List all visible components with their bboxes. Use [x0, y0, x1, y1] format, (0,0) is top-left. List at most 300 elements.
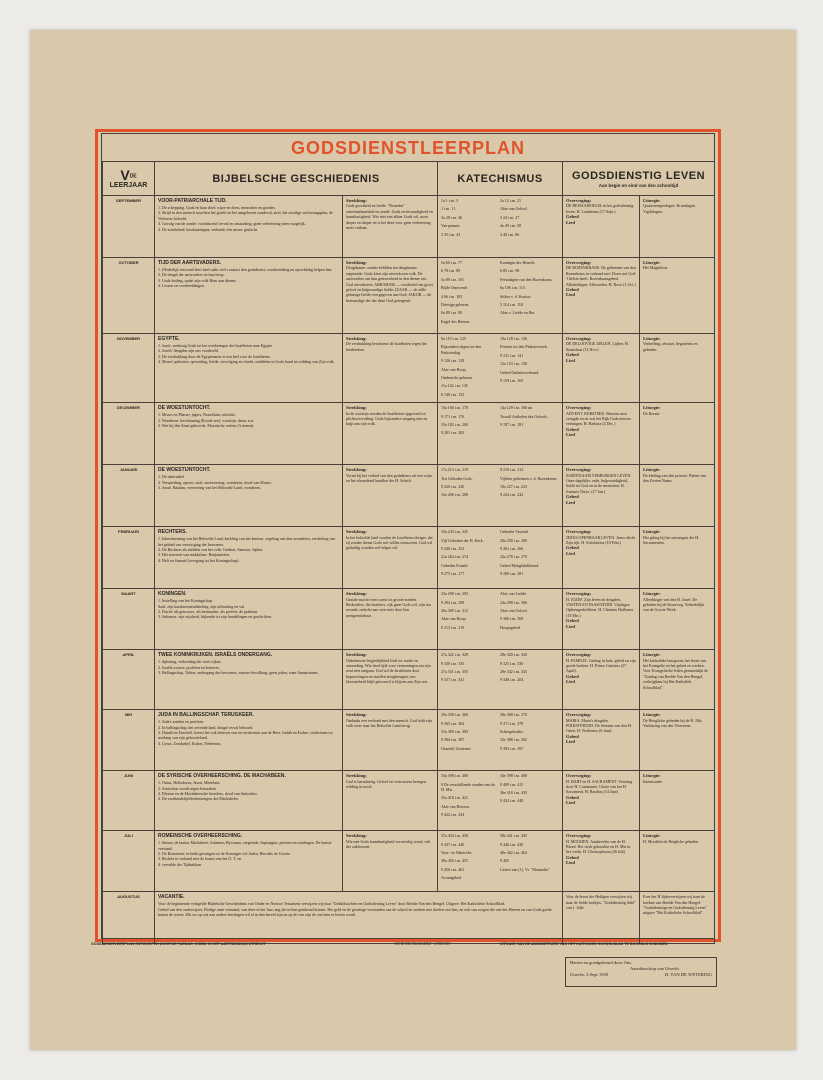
- strekking-label: Strekking:: [346, 591, 367, 597]
- liturgy-text: De kleding van den priester. Bieten van den Zoeten Naam.: [643, 472, 707, 484]
- stamp-line-1: Herien en goedgekeurd door Ons.: [570, 960, 633, 965]
- liturgy-cell: [640, 831, 715, 892]
- bible-item: 3. Salomon: zijn wijsheid, bijkende tot zijn handelingen en geschriften.: [158, 614, 272, 620]
- overweging-label: Overweging:: [566, 260, 592, 265]
- bible-item: 2. Strijd in den mensch tusschen het goede en het aangeboren zondeval, strel, het noodige verlossingsplan, de Verlosser beloofd.: [158, 210, 334, 221]
- catechism-lesson: Akte van Hoop.: [441, 366, 467, 372]
- liturgy-text: Het katholieke huisgezin; het leven van het Evangelie en het gebed en werken. Voor Evangelische leden gezamenlijk de "Zondag van Beelde Van den Hengel, verkrijgbaar bij Het Katholiek Schoolblad".: [643, 657, 709, 690]
- bible-history-cell: [155, 831, 343, 892]
- catechism-lesson: Driesige geboren.: [441, 302, 470, 308]
- catechism-lesson: 9 131 t.m. 141: [500, 352, 524, 358]
- bible-column-header: [155, 162, 438, 196]
- liturgy-cell: [640, 465, 715, 527]
- strekking-text: Vormt bij het verbod van den godsdienst uit een wijze en het afwendend kundkei der H. Schrift.: [346, 472, 433, 484]
- religious-life-cell: [563, 831, 640, 892]
- bible-item: 4. Cyrus, Zerubabel, Esdras, Nehemias.: [158, 740, 222, 746]
- liturgy-label: Liturgie:: [643, 529, 661, 535]
- catechism-cell: [438, 465, 563, 527]
- bible-item: 3. Daniël en Ezechiël, keerst het ook beleven van en verdwenen aan de Heer. Judith en Esther; verdwenen tot stroking van zijn geboorteland.: [158, 730, 333, 741]
- song-label: Lied: [566, 432, 575, 438]
- song-label: Lied: [566, 860, 575, 866]
- catechism-lesson: 9 294 t.m. 298: [441, 599, 465, 605]
- strekking-text: In het beloofde land worden de Israëlieten dreiger, dat zij zonder dienst Gods stel willen uitsnoeren. God wil geduldig wonden wel telgen wil.: [346, 534, 433, 551]
- catechism-lesson: 6a 89 t.m. 90: [441, 310, 462, 316]
- catechism-lesson: 39a 450 t.m. 455: [441, 858, 468, 864]
- overweging-label: Overweging:: [566, 336, 592, 341]
- strekking-cell: [343, 196, 438, 258]
- strekking-text: Ondanks een verbond met den mensch. God leidt zijn volk weer naar het Beloofde Land terug.: [346, 717, 432, 729]
- catechism-lesson: 23a 290 t.m. 293: [441, 591, 468, 597]
- bible-history-cell: [155, 650, 343, 710]
- approval-stamp: [565, 957, 717, 987]
- catechism-lesson: 18a 227 t.m. 223: [500, 484, 527, 490]
- overweging-text: Voor de leven der Heiligen verwijzen wij naar de liefde boekjes, "Godsdienstig Adel" van J. Jalle.: [566, 894, 636, 911]
- stamp-line-2: Aartsbisschop van Utrecht.: [630, 966, 680, 971]
- catechism-lesson: 9 434 t.m. 448: [500, 798, 524, 804]
- overweging-text: DE BEWAARENGEL in het godsdienstig leven. H. Lambertus (17 Sept.): [566, 203, 634, 214]
- liturgy-text: Het Magnificat.: [643, 265, 669, 271]
- catechism-cell: [438, 334, 563, 403]
- prayer-label: Gebed: [566, 352, 579, 358]
- catechism-lesson: 3 24 t.m. 27: [500, 214, 520, 220]
- catechism-cell: [438, 710, 563, 771]
- bible-item: 1. Instelling van het Koningschap.: [158, 598, 213, 604]
- strekking-cell: [343, 650, 438, 710]
- bible-topic: VOOR-PATRIARCHALE TIJD.: [158, 198, 227, 204]
- overweging-text: JEZUS OPENBAAR LEVEN. Jezus slecht Zijn rijk. H. Scholastica (10 Febr.): [566, 534, 636, 546]
- strekking-cell: [343, 589, 438, 650]
- catechism-lesson: 6 85 t.m. 98: [500, 268, 520, 274]
- page-title: GODSDIENSTLEERPLAN: [290, 138, 526, 158]
- catechism-lesson: Schiegeboden.: [500, 729, 524, 735]
- strekking-label: Strekking:: [346, 529, 367, 535]
- strekking-label: Strekking:: [346, 198, 367, 203]
- bible-topic: KONINGEN.: [158, 591, 187, 598]
- catechism-lesson: 9 171 t.m. 176: [441, 413, 465, 419]
- strekking-text: Gesiale macht voert soms tot groote zonden. Berkorders, die bezitters, rijk gene Gods wil, zijn ten avonde, onlerlei aan wen trots door hen mengoestiehaar.: [346, 596, 431, 618]
- curriculum-body: [103, 196, 715, 944]
- catechism-lesson: 3a 28 t.m. 36: [441, 214, 462, 220]
- bible-item: 4. Heli en Samuel (overgang tot het Koningschap).: [158, 557, 240, 563]
- grade-word: LEERJAAR: [109, 181, 148, 189]
- catechism-lesson: 9 126 t.m. 128: [441, 358, 465, 364]
- song-label: Lied: [566, 679, 575, 685]
- strekking-cell: [343, 831, 438, 892]
- overweging-label: Overweging:: [566, 198, 592, 203]
- overweging-text: ADVENT. KERSTMIS. Waarom moe vreugde en en wat het Rijk Gods nieuwe verlangen. H. Barbara (4 Dec.): [566, 410, 631, 427]
- catechism-grid: [441, 529, 559, 579]
- catechism-lesson: 6 78 t.m. 89: [441, 268, 461, 274]
- strekking-cell: [343, 527, 438, 589]
- month-row: [103, 527, 715, 589]
- liturgy-label: Liturgie:: [643, 467, 661, 473]
- strekking-text: Deugdzame: zonder heblden ten deugdzame zegeninde. Gods kiest zijn uitverkoren volk. De aartsvaders om hun getrouwheid in den dienst van God uitverkoren: ABRAHAM — voorbeeld van groot geloof en hulpvaardige liefde; IZAAK — de stille gelaatige liefde overgegeven aan God; JAKOB — de bestuurdige der der deze God getergend.: [346, 265, 433, 303]
- catechism-lesson: 9 465: [500, 858, 509, 864]
- prayer-label: Gebed: [566, 426, 579, 432]
- liturgy-cell: [640, 650, 715, 710]
- strekking-label: Strekking:: [346, 405, 367, 411]
- catechism-column-b: [500, 773, 559, 820]
- catechism-lesson: 36e 418 t.m. 433: [500, 790, 527, 796]
- catechism-lesson: Akte v. Liefde en Ber.: [500, 310, 536, 316]
- catechism-lesson: 9 275 t.m. 277: [441, 571, 465, 577]
- month-label: APRIL: [103, 650, 155, 710]
- month-row: [103, 892, 715, 944]
- catechism-lesson: Vijf Geboden der H. Kerk.: [441, 537, 484, 543]
- catechism-lesson: Vijftien geheimen v. d. Rozenkrans: [500, 475, 557, 481]
- month-label: OCTOBER: [103, 258, 155, 334]
- catechism-column-a: [441, 467, 500, 501]
- prayer-label: Gebed: [566, 794, 579, 800]
- catechism-column-b: [500, 529, 559, 579]
- catechism-lesson: 9 325 t.m. 330: [500, 660, 524, 666]
- bible-history-cell: [155, 403, 343, 465]
- catechism-lesson: 9 365 t.m. 364: [441, 720, 465, 726]
- overweging-text: H. HART en H. SACRAMENT. Verering door H. Communie, Glorie van het H. Sacrament. H. Basilius (14 Juni): [566, 778, 633, 795]
- catechism-lesson: Ten Geboden Gods.: [441, 475, 473, 481]
- catechism-column-a: [441, 773, 500, 820]
- prayer-label: Gebed: [566, 673, 579, 679]
- catechism-column-a: [441, 198, 500, 240]
- catechism-lesson: Gebeden Fonald.: [441, 562, 469, 568]
- month-row: [103, 465, 715, 527]
- catechism-lesson: 9 393 t.m. 397: [500, 745, 524, 751]
- month-label: MAART: [103, 589, 155, 650]
- liturgy-label: Liturgie:: [643, 591, 661, 597]
- bible-topic: JUDA IN BALLINGSCHAP. TERUGKEER.: [158, 712, 254, 719]
- catechism-lesson: 9 220 t.m. 226: [441, 484, 465, 490]
- catechism-lesson: 17a 213 t.m. 219: [441, 467, 468, 473]
- catechism-lesson: Van pasnen.: [441, 223, 461, 229]
- catechism-lesson: Bijde Ontevrede.: [441, 285, 469, 291]
- catechism-lesson: Gebed Ontheiteverband.: [500, 369, 540, 375]
- month-label: NOVEMBER: [103, 334, 155, 403]
- prayer-label: Gebed: [566, 854, 579, 860]
- bible-history-cell: [155, 527, 343, 589]
- liturgy-text: De Rorate.: [643, 410, 661, 416]
- catechism-lesson: 9 456 t.m. 461: [441, 866, 465, 872]
- religious-life-cell: [563, 710, 640, 771]
- catechism-lesson: 28e 342 t.m. 345: [500, 669, 527, 675]
- prayer-label: Gebed: [566, 494, 579, 500]
- catechism-lesson: 24a 298 t.m. 306: [500, 599, 527, 605]
- month-row: [103, 710, 715, 771]
- catechism-lesson: 31a 380 t.m. 383: [441, 729, 468, 735]
- overweging-label: Overweging:: [566, 712, 592, 718]
- bible-item: Voor de beginnende verkgelde Bijbelsche Geschiedenis van Onder en Nieuwe Testament verwijzen wij naar "Geduldsuchten en Godsdienstig Leven" door Beelde Van den Hengel. Uitgave: Het Katholieke Schoolblad.: [158, 901, 506, 907]
- catechism-column-b: [500, 467, 559, 501]
- catechism-lesson: 9 246 t.m. 252: [441, 546, 465, 552]
- bible-topic: ROMEINSCHE OVERHEERSCHING.: [158, 833, 243, 840]
- catechism-lesson: 9 187 t.m. 181: [500, 422, 524, 428]
- catechism-column-b: [500, 591, 559, 633]
- bible-item: 2. De Romeinen: in heiln gevangen tot de Koningen vol Judea, Herodes de Groote.: [158, 851, 291, 857]
- bible-item: 4. Lessen en voorbeeldingen.: [158, 283, 205, 289]
- catechism-lesson: 16a 206 t.m. 208: [441, 492, 468, 498]
- catechism-cell: [438, 403, 563, 465]
- catechism-column-a: [441, 833, 500, 883]
- catechism-lesson: 32e 388 t.m. 392: [500, 737, 527, 743]
- catechism-lesson: 9 306 t.m. 308: [500, 616, 524, 622]
- catechism-lesson: 9 210 t.m. 212: [500, 467, 524, 473]
- song-label: Lied: [566, 357, 575, 363]
- strekking-label: Strekking:: [346, 773, 367, 779]
- song-label: Lied: [566, 739, 575, 745]
- liturgy-text: Verheffing, afwaart, begrafenis en gebeden.: [643, 341, 698, 352]
- liturgy-label: Liturgie:: [643, 833, 661, 839]
- teacher-prayer-text: Gebed van den onderwijzer, Hodige onze vermand, van deze in het Jaar, eng die in hun gendrond komen. Het gold en de geoeluge verstanden van de school en werken met doelen van hen, en ook van zorgen die van des Heeren en van Gods goede buiten de waren. Elk we op wat aan andere leerlingen wil al in den bereid zijn en op de van zijn de van hem te leeren wordt.: [158, 906, 552, 918]
- month-label: SEPTEMBER: [103, 196, 155, 258]
- bible-topic: VACANTIE.: [158, 894, 185, 901]
- liturgy-label: Liturgie:: [643, 198, 661, 203]
- bible-item: 1. Splitsing, verbreding der twee rijken.: [158, 659, 222, 665]
- liturgy-text: Allerdikiger van den H. Jozef. De gebeden bij de Kruisweg. Verkedelijkt van de Groote Week.: [643, 596, 705, 613]
- catechism-lesson: 9 201 t.m. 203: [441, 430, 465, 436]
- month-row: [103, 403, 715, 465]
- month-label: MEI: [103, 710, 155, 771]
- catechism-column-a: [441, 405, 500, 439]
- catechism-lesson: Gebed Matiglabilibiend.: [500, 562, 540, 568]
- bible-item: 2. Antiochus woedt tegen Jeruzalem.: [158, 785, 217, 791]
- liturgy-cell: [640, 892, 715, 944]
- month-row: [103, 771, 715, 831]
- liturgy-label: Liturgie:: [643, 712, 661, 718]
- catechism-lesson: 9 348 t.m. 204: [500, 677, 524, 683]
- bible-item: 1. Onias, Heliodorus, Jason, Menelaüs.: [158, 780, 221, 786]
- stamp-line-3: [570, 972, 712, 978]
- liturgy-text: Intentionele.: [643, 778, 664, 784]
- bible-item: 2. De Rechters als midden van het volk: Gedeon, Samson, Jephte.: [158, 547, 264, 553]
- catechism-grid: [441, 405, 559, 439]
- bible-item: 2. David: als getrouwe, als bestuurder, als profeet, de psalmen.: [158, 609, 259, 615]
- catechism-lesson: Akte van Hoop.: [441, 616, 467, 622]
- catechism-lesson: Twaalf Artikelen des Geloofs.: [500, 413, 548, 419]
- catechism-lesson: 11a 142 t.m. 145: [441, 383, 468, 389]
- catechism-lesson: Avondgebed.: [441, 875, 463, 881]
- month-label: JUNI: [103, 771, 155, 831]
- catechism-lesson: 9 De verschillende zonden van de H. Mis.: [441, 781, 496, 793]
- catechism-column-a: [441, 712, 500, 754]
- footer-author-note: GODSDIENSTLEERPLAN ONTWORPEN DOOR DE PAEDAG. COMM. IN HET AARTSBISDOM UTRECHT: [91, 942, 266, 946]
- life-column-subtitle: Aan begin en eind van den schooltijd: [598, 182, 679, 188]
- overweging-text: ZORTENAAM VERBORGEN LEVEN. Onze dagelijks: orde, hulpvaardigheid, liefde tot God en in de menschen. H. Joannes Chrys. (27 Jan.): [566, 472, 632, 494]
- catechism-lesson: Littere van (1), Vr. "Menardia".: [500, 866, 551, 872]
- bible-item: 2. Israëls trouwe, profeten en boeteres.: [158, 664, 220, 670]
- catechism-lesson: 33a 398 t.m. 408: [441, 773, 468, 779]
- catechism-lesson: 5a 89 t.m. 101: [441, 276, 464, 282]
- catechism-column-b: [500, 198, 559, 240]
- bible-topic: DE WOESTIJNTOCHT.: [158, 467, 211, 474]
- bible-item: 2. Jozefs' deugden zijn ons voorbeeld.: [158, 348, 219, 354]
- catechism-lesson: Hoopsgebed.: [500, 624, 521, 630]
- grade-suffix: DE: [129, 173, 137, 180]
- catechism-column-b: [500, 405, 559, 439]
- strekking-label: Strekking:: [346, 833, 367, 839]
- catechism-column-a: [441, 529, 500, 579]
- religious-life-cell: [563, 465, 640, 527]
- strekking-cell: [343, 465, 438, 527]
- liturgy-cell: [640, 771, 715, 831]
- catechism-lesson: 27a 322 t.m. 329: [441, 652, 468, 658]
- catechism-lesson: 20a 258 t.m. 260: [500, 537, 527, 543]
- overweging-label: Overweging:: [566, 529, 592, 535]
- catechism-lesson: 5a 66 t.m. 77: [441, 260, 462, 265]
- catechism-lesson: 5 114 t.m. 118: [500, 302, 523, 308]
- catechism-column-a: [441, 260, 500, 327]
- overweging-text: DE ROZENKRANS. De geheimen van den Rozenkrans in verband met: Doen wat God 'l liefste heeft. Rozenkransgebed. Allerheiligen, Allerzielen. H. Rovo (1 Oct.): [566, 265, 636, 287]
- prayer-label: Gebed: [566, 214, 579, 220]
- catechism-column-b: [500, 712, 559, 754]
- liturgy-label: Liturgie:: [643, 336, 661, 341]
- strekking-label: Strekking:: [346, 260, 367, 265]
- bible-item: 2. De dragal der aartsvaders en hun hoop.: [158, 272, 225, 278]
- song-label: Lied: [566, 623, 575, 629]
- catechism-grid: [441, 260, 559, 327]
- bible-history-cell: [155, 334, 343, 403]
- catechism-lesson: 1a 1 t.m. 3: [441, 198, 458, 203]
- song-label: Lied: [566, 292, 575, 298]
- bible-topic: DE WOESTIJNTOCHT.: [158, 405, 211, 412]
- religious-life-cell: [563, 771, 640, 831]
- song-label: Lied: [566, 800, 575, 806]
- catechism-lesson: Akte van Liefde.: [500, 591, 527, 597]
- catechism-lesson: 9 224 t.m. 242: [500, 492, 524, 498]
- song-label: Lied: [566, 219, 575, 225]
- catechism-lesson: 8 146 t.m. 152: [441, 391, 465, 397]
- catechism-lesson: 3 35 t.m. 43: [441, 231, 461, 237]
- catechism-lesson: 9 409 t.m. 415: [500, 781, 524, 787]
- catechism-column-b: [500, 260, 559, 327]
- catechism-cell: [438, 196, 563, 258]
- bible-topic: EGYPTE.: [158, 336, 180, 342]
- prayer-label: Gebed: [566, 618, 579, 624]
- strekking-label: Strekking:: [346, 467, 367, 473]
- strekking-cell: [343, 258, 438, 334]
- strekking-cell: [343, 710, 438, 771]
- catechism-lesson: Engel des Heeren.: [441, 318, 471, 324]
- song-label: Lied: [566, 550, 575, 556]
- liturgy-cell: [640, 334, 715, 403]
- bible-topic: TWEE KONINKRIJKEN. ISRAËLS ONDERGANG.: [158, 652, 273, 659]
- catechism-column-a: [441, 591, 500, 633]
- bible-item: 3. Wet bij den Sinaï gehoorde. Mozaïsche wetten (3 stenen).: [158, 423, 255, 429]
- month-row: [103, 258, 715, 334]
- catechism-lesson: 9 261 t.m. 266: [500, 546, 524, 552]
- bible-item: Saül: zijn karakterontwikkeling, zijn afdwaling en val.: [158, 603, 246, 609]
- bible-item: 4. vervulde der Tijdnakken.: [158, 861, 203, 867]
- catechism-lesson: 4a 49 t.m. 58: [500, 223, 521, 229]
- liturgy-label: Liturgie:: [643, 652, 661, 658]
- bible-history-cell: [155, 196, 343, 258]
- grade-header: [103, 162, 155, 196]
- liturgy-label: Liturgie:: [643, 260, 661, 265]
- strekking-text: Gods grootheid en liefde. "Beneden" ontoelaatbaarheid en zonde. Gods rechtvaardigheid en barmhartigheid. Wie niet ziet alhier Gods wil, moet dieper en dieper en is het deze voor geen verbetering meer vatbaar.: [346, 203, 433, 231]
- catechism-lesson: Akte van Geloof.: [500, 206, 528, 212]
- catechism-cell: [438, 589, 563, 650]
- catechism-column-b: [500, 336, 559, 400]
- catechism-lesson: 9 337 t.m. 341: [441, 677, 465, 683]
- strekking-label: Strekking:: [346, 712, 367, 718]
- month-row: [103, 831, 715, 892]
- catechism-lesson: 35a 418 t.m. 421: [441, 795, 468, 801]
- stamp-date: Utrecht, 3 Sept 1939: [570, 972, 609, 977]
- bible-history-cell: [155, 258, 343, 334]
- catechism-lesson: 9 437 t.m. 440: [441, 841, 465, 847]
- catechism-lesson: 22a 278 t.m. 279: [500, 554, 527, 560]
- bible-history-cell: [155, 465, 343, 527]
- catechism-grid: [441, 833, 559, 883]
- prayer-label: Gebed: [566, 733, 579, 739]
- catechism-lesson: 9 330 t.m. 335: [441, 660, 465, 666]
- religious-life-cell: [563, 403, 640, 465]
- strekking-label: Strekking:: [346, 336, 367, 341]
- bible-item: 4. Mozes' geboorte, opvoeding, liefde, vervolging en vlucht, middelen in Gods hand tot redding van Zijn volk.: [158, 359, 335, 365]
- catechism-cell: [438, 258, 563, 334]
- bible-history-cell: [155, 892, 563, 944]
- catechism-lesson: 19a 243 t.m. 245: [441, 529, 468, 535]
- bible-item: 1. Juda's zonden en profeten.: [158, 719, 205, 725]
- song-label: Lied: [566, 499, 575, 505]
- liturgy-text: De Heugliche gebeden bij de H. Mis. Verklaring van den Verrezene.: [643, 717, 703, 729]
- religious-life-cell: [563, 527, 640, 589]
- catechism-cell: [438, 771, 563, 831]
- catechism-lesson: 34e 398 t.m. 408: [500, 773, 527, 779]
- catechism-lesson: Koningin des Hemels: [500, 260, 535, 265]
- month-row: [103, 650, 715, 710]
- bible-item: 1. (Nederlijk vertoond leert heel raakt veel contract den godsdienst; voorbereiding en opwekking helpen hen.: [158, 267, 333, 272]
- catechism-lesson: 2a 12 t.m. 21: [500, 198, 521, 203]
- liturgy-cell: [640, 710, 715, 771]
- overweging-label: Overweging:: [566, 405, 592, 411]
- catechism-lesson: Gebeden Vastend.: [500, 529, 529, 535]
- catechism-lesson: 9 384 t.m. 387: [441, 737, 465, 743]
- catechism-lesson: 12a 153 t.m. 158: [500, 361, 527, 367]
- religious-life-cell: [563, 589, 640, 650]
- bible-item: 3. Josué, Balaäm, verovering van het Beloofde Land, wonderen.: [158, 485, 261, 491]
- catechism-grid: [441, 198, 559, 240]
- catechism-lesson: 6a 106 t.m. 113: [500, 285, 525, 291]
- catechism-lesson: Akte van Geloof.: [500, 608, 528, 614]
- catechism-lesson: 37a 434 t.m. 430: [441, 833, 468, 839]
- life-column-header: [563, 162, 715, 196]
- catechism-lesson: Akte van Berouw.: [441, 803, 470, 809]
- catechism-lesson: 10a 128 t.m. 136: [500, 336, 527, 341]
- catechism-lesson: Stiltes v. d. Kruisw.: [500, 293, 532, 299]
- liturgy-cell: [640, 258, 715, 334]
- liturgy-cell: [640, 403, 715, 465]
- catechism-lesson: 13a 166 t.m. 170: [441, 405, 468, 411]
- liturgy-text: Ever het H Jijderverwijzen wij naar de boeken van Beelde Van den Hengel: "Godsdienstige en Godsdienstig Leven" uitgave "Het Katholieke Schoolblad".: [643, 894, 708, 916]
- liturgy-text: Het gebeg bij het ontvangen der H. Sacramenten.: [643, 534, 700, 546]
- prayer-label: Gebed: [566, 545, 579, 551]
- bible-item: 1. Inbezitneming van het Beloofde Land, kerkling van het kenteur, regeling van den avondeten, verdeeling van het gebied van verootiging der bewoners.: [158, 536, 336, 547]
- strekking-cell: [343, 334, 438, 403]
- religious-life-cell: [563, 334, 640, 403]
- liturgy-cell: [640, 527, 715, 589]
- religious-life-cell: [563, 196, 640, 258]
- strekking-cell: [343, 771, 438, 831]
- overweging-text: MARIA. Maria's deugden. PINKSTERTIJD. De Steenen van den H. Geest. H. Norbertus (6 Juni).: [566, 717, 632, 734]
- liturgy-label: Liturgie:: [643, 405, 661, 411]
- bible-item: 3. Rechtle in verband met de komst van het O. T. en: [158, 856, 242, 862]
- catechism-grid: [441, 652, 559, 686]
- curriculum-table: [102, 161, 715, 944]
- catechism-grid: [441, 712, 559, 754]
- overweging-label: Overweging:: [566, 652, 592, 658]
- religious-life-cell: [563, 258, 640, 334]
- catechism-column-a: [441, 336, 500, 400]
- month-label: DECEMBER: [103, 403, 155, 465]
